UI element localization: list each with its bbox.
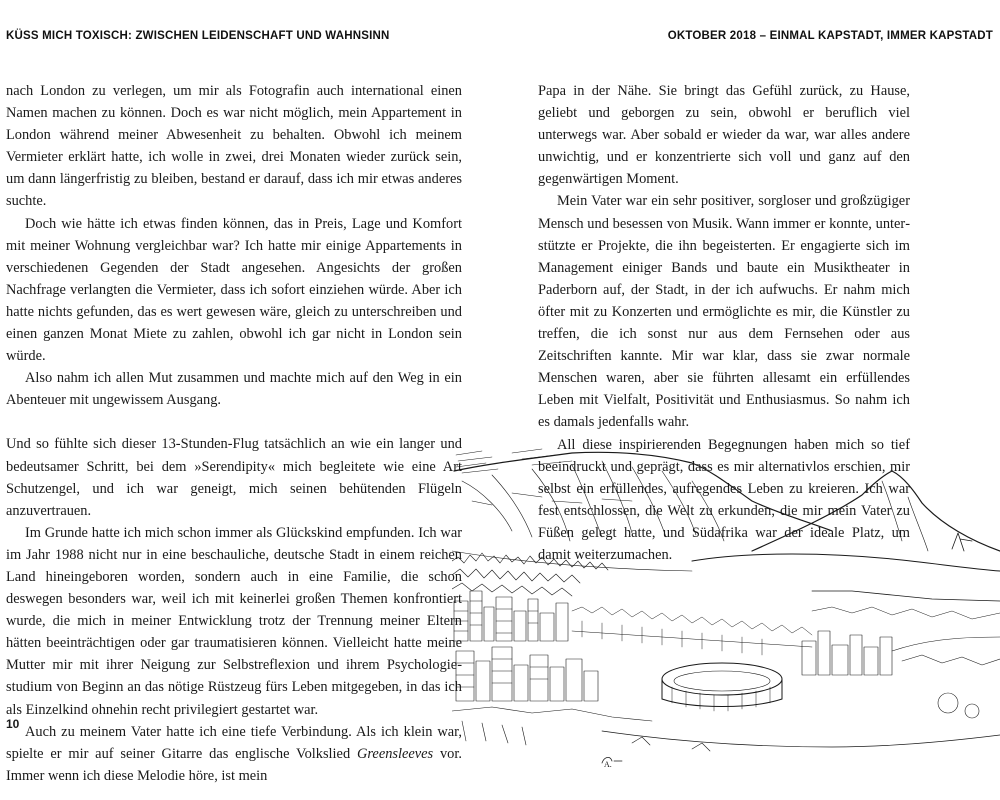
lions-head-outline [752,471,1000,551]
song-title: Greensleeves [356,745,434,762]
foreground-ground [602,731,1000,747]
paragraph: Und so fühlte sich dieser 13-Stunden-Flug tatsächlich an wie ein langer und bedeutsamer Schritt, bei dem »Serendipity« mich begleitete wie eine Art Schutzengel, und ich war geneigt, mich seinen behütenden Flügeln anzuvertrauen. [6,436,462,519]
paragraph: nach London zu verlegen, um mir als Fotografin auch international einen Namen machen zu können. Doch es war nicht möglich, mein Appartement in London während meiner Abwesenheit zu behalten. Obwohl ich meinem Vermieter erklärt hatte, ich wolle in zwei, drei Monaten wieder zurück sein, um dann längerfristig zu bleiben, bestand er darauf, dass ich mir etwas anderes suchte. [6,83,462,210]
city-middle [572,591,1000,655]
paragraph [6,721,462,787]
cape-town-line-illustration [452,441,1000,773]
signal-hill-outline [692,554,1000,571]
page-number: 10 [6,717,20,731]
paragraph: Im Grunde hatte ich mich schon immer als Glückskind empfunden. Ich war im Jahr 1988 nicht nur in eine beschauliche, deutsche Stadt in einem reichen Land hineingeboren worden, sondern auch in eine Familie, die schon deswegen besonders war, weil ich mit keinerlei großen Themen konfrontiert wurde, die mich in meiner Entwicklung trotz der Trennung meiner Eltern hätten beeinträchtigen oder gar traumatisieren können. Vielleicht hatte meine Mutter mir mit ihrer Neigung zur Selbstreflexion und ihrem Psychologiestudium von Beginn an das nötige Rüstzeug fürs Leben mitgegeben, in das ich als Einzelkind ohnehin recht privilegiert gestartet war. [6,524,462,718]
city-buildings-lower [452,647,652,745]
paragraph: Mein Vater war ein sehr positiver, sorgloser und großzügiger Mensch und besessen von Musik. Wann immer er konnte, unterstützte er Projekte, die ihn begeisterten. Er engagierte sich im Management einiger Bands und baute ein Musiktheater in Paderborn auf, der Stadt, in der ich aufwuchs. Er nahm mich öfter mit zu Konzerten und ermöglichte es mir, die Künstler zu treffen, die ich sonst nur aus dem Fernsehen oder aus Zeitschriften kannte. Mir war klar, dass sie zwar normale Menschen waren, aber sie führten allesamt ein erfüllendes Leben mit Vielfalt, Positivität und Enthusiasmus. So nahm ich es damals jedenfalls wahr. [538,193,910,431]
paragraph: Also nahm ich allen Mut zusammen und machte mich auf den Weg in ein Abenteuer mit ungewissem Ausgang. [6,370,462,409]
mountain-ridges [462,461,724,541]
stadium [662,663,782,711]
paragraph-text: Auch zu meinem Vater hatte ich eine tiefe Verbindung. Als ich klein war, spielte er mir auf seiner Gitarre das englische Volkslied [6,723,462,762]
city-buildings-left [454,591,568,641]
running-head-left: KÜSS MICH TOXISCH: ZWISCHEN LEIDENSCHAFT UND WAHNSINN [6,30,390,42]
paragraph: Papa in der Nähe. Sie bringt das Gefühl zurück, zu Hause, geliebt und geborgen zu sein, obwohl er beruflich viel unterwegs war. Aber sobald er wieder da war, war alles andere unwichtig, und er konzentrierte sich voll und ganz auf den gegenwärtigen Moment. [538,83,910,188]
paragraph: All diese inspirierenden Begegnungen haben mich so tief beeindruckt und geprägt, dass es mir alternativlos erschien, mir selbst ein erfüllendes, aufregendes Leben zu kreieren. Ich war fest entschlossen, die Welt zu erkunden, die mir mein Vater zu Füßen gelegt hatte, und Südafrika war der ideale Platz, um damit weiterzumachen. [538,436,910,563]
city-buildings-right [802,631,1000,718]
paragraph: Doch wie hätte ich etwas finden können, das in Preis, Lage und Komfort mit meiner Wohnung vergleichbar war? Ich hatte mir einige Appartements in verschiedenen Gegenden der Stadt angesehen. Angesichts der großen Nachfrage verlangten die Vermieter, dass ich sofort einziehen würde. Aber ich hatte nichts gefunden, das es wert gewesen wäre, gleich zu unterschreiben und einen ganzen Monat Miete zu zahlen, obwohl ich gar nicht in London sein würde. [6,215,462,365]
paragraph-text: vor. Immer wenn ich diese Melodie höre, ist mein [6,745,462,784]
upper-town [452,551,692,596]
left-page-text [6,80,462,787]
illustration-signature: A. [604,760,612,769]
table-mountain-outline [454,452,832,531]
running-head-right: OKTOBER 2018 – EINMAL KAPSTADT, IMMER KAPSTADT [667,30,993,42]
